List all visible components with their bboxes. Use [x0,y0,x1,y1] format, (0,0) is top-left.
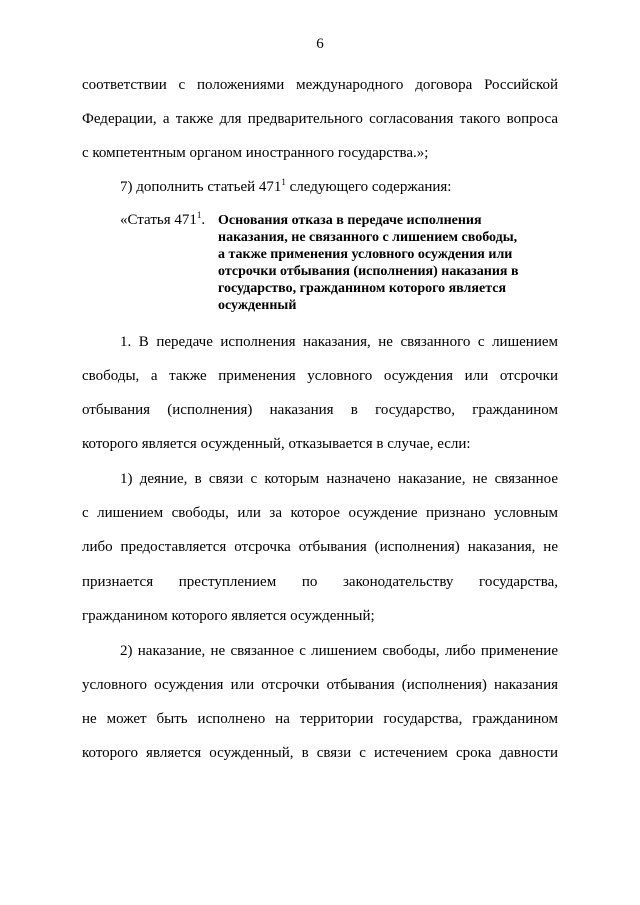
text-line: которого является осужденный, в связи с истечением срока давности [82,745,558,761]
text-line: 1. В передаче исполнения наказания, не связанного с лишением [120,334,558,350]
text-line: с лишением свободы, или за которое осуждение признано условным [82,505,558,521]
article-label-sup: 1 [196,210,202,220]
page-number: 6 [316,36,324,52]
article-title [218,212,558,314]
text-line: гражданином которого является осужденный; [82,608,375,624]
text-line: отбывания (исполнения) наказания в государство, гражданином [82,402,558,418]
text-line: условного осуждения или отсрочки отбывания (исполнения) наказания [82,677,558,693]
article-label-suffix: . [201,212,206,228]
text-line: либо предоставляется отсрочка отбывания (исполнения) наказания, не [82,539,558,555]
article-title-line: осужденный [218,298,297,313]
article-title-line: а также применения условного осуждения или [218,247,513,262]
article-title-line: государство, гражданином которого является [218,281,507,296]
amendment-item-suffix: следующего содержания: [285,179,452,195]
amendment-item-sup: 1 [281,177,286,187]
text-line: которого является осужденный, отказывается в случае, если: [82,436,471,452]
amendment-item-prefix: 7) дополнить статьей 471 [120,179,282,195]
article-title-line: Основания отказа в передаче исполнения [218,213,482,228]
text-line: не может быть исполнено на территории государства, гражданином [82,711,558,727]
article-title-line: отсрочки отбывания (исполнения) наказания в [218,264,519,279]
text-line: 2) наказание, не связанное с лишением свободы, либо применение [120,643,558,659]
text-line: признается преступлением по законодательству государства, [82,574,558,590]
text-line: с компетентным органом иностранного государства.»; [82,145,429,161]
text-line: Федерации, а также для предварительного согласования такого вопроса [82,111,558,127]
article-label-prefix: «Статья 471 [120,212,197,228]
text-line: 1) деяние, в связи с которым назначено наказание, не связанное [120,471,558,487]
article-label [120,212,205,229]
text-line: свободы, а также применения условного осуждения или отсрочки [82,368,558,384]
text-line: соответствии с положениями международного договора Российской [82,77,558,93]
article-title-line: наказания, не связанного с лишением свободы, [218,230,518,245]
amendment-item [120,178,558,196]
